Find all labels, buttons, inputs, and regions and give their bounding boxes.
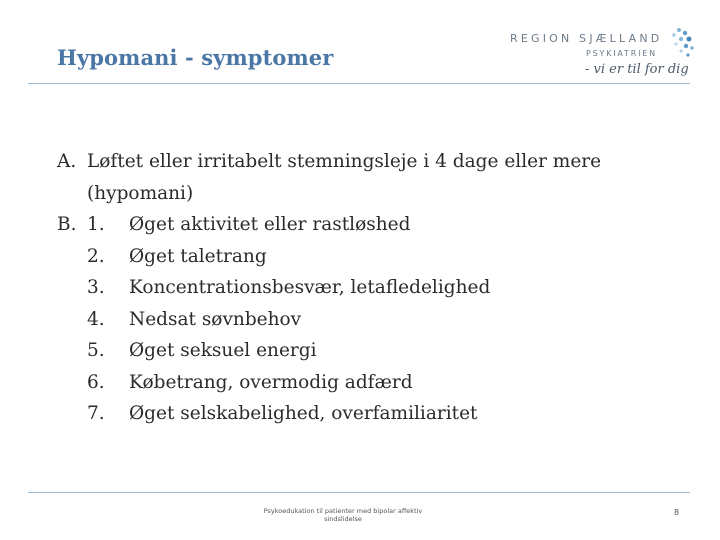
logo-line2: PSYKIATRIEN (586, 49, 657, 58)
footer-divider (28, 492, 690, 493)
sub-item-text: Øget aktivitet eller rastløshed (129, 214, 411, 235)
list-item-b4 (57, 304, 657, 336)
sub-item-text: Øget taletrang (129, 245, 267, 267)
sub-item-text: Nedsat søvnbehov (129, 308, 302, 330)
sub-item-number: 4. (87, 308, 105, 330)
sub-item-text: Koncentrationsbesvær, letafledelighed (129, 277, 491, 298)
footer-caption (243, 507, 443, 523)
list-item-a (57, 146, 657, 178)
list-item-b3 (57, 272, 657, 304)
sub-item-number: 7. (87, 403, 105, 424)
slide-title: Hypomani - symptomer (57, 45, 334, 70)
logo-dots-icon (665, 26, 695, 66)
sub-item-number: 3. (87, 277, 105, 298)
sub-item-number: 1. (87, 214, 105, 235)
logo-tagline: - vi er til for dig (585, 62, 689, 77)
sub-item-text: Øget selskabelighed, overfamiliaritet (129, 403, 478, 424)
list-item-b6 (57, 367, 657, 399)
footer-line1: Psykoedukation til patienter med bipolar affektiv (263, 507, 423, 515)
list-item-b1 (57, 209, 657, 241)
list-item-b5 (57, 335, 657, 367)
sub-item-number: 6. (87, 371, 105, 393)
item-text: (hypomani) (87, 182, 194, 204)
item-marker: B. (57, 214, 77, 235)
list-item-b7 (57, 398, 657, 430)
sub-item-text: Købetrang, overmodig adfærd (129, 371, 413, 393)
list-item-b2 (57, 241, 657, 273)
sub-item-number: 2. (87, 245, 105, 267)
sub-item-number: 5. (87, 340, 105, 361)
page-number: 8 (674, 508, 680, 517)
sub-item-text: Øget seksuel energi (129, 340, 317, 361)
symptom-list (57, 146, 657, 430)
list-item-a-continued (57, 178, 657, 210)
footer-line2: sindslidelse (324, 515, 362, 523)
item-marker: A. (57, 151, 77, 172)
item-text: Løftet eller irritabelt stemningsleje i 4 dage eller mere (87, 151, 602, 172)
logo-line1: REGION SJÆLLAND (510, 32, 663, 45)
region-sjaelland-logo (505, 26, 695, 90)
